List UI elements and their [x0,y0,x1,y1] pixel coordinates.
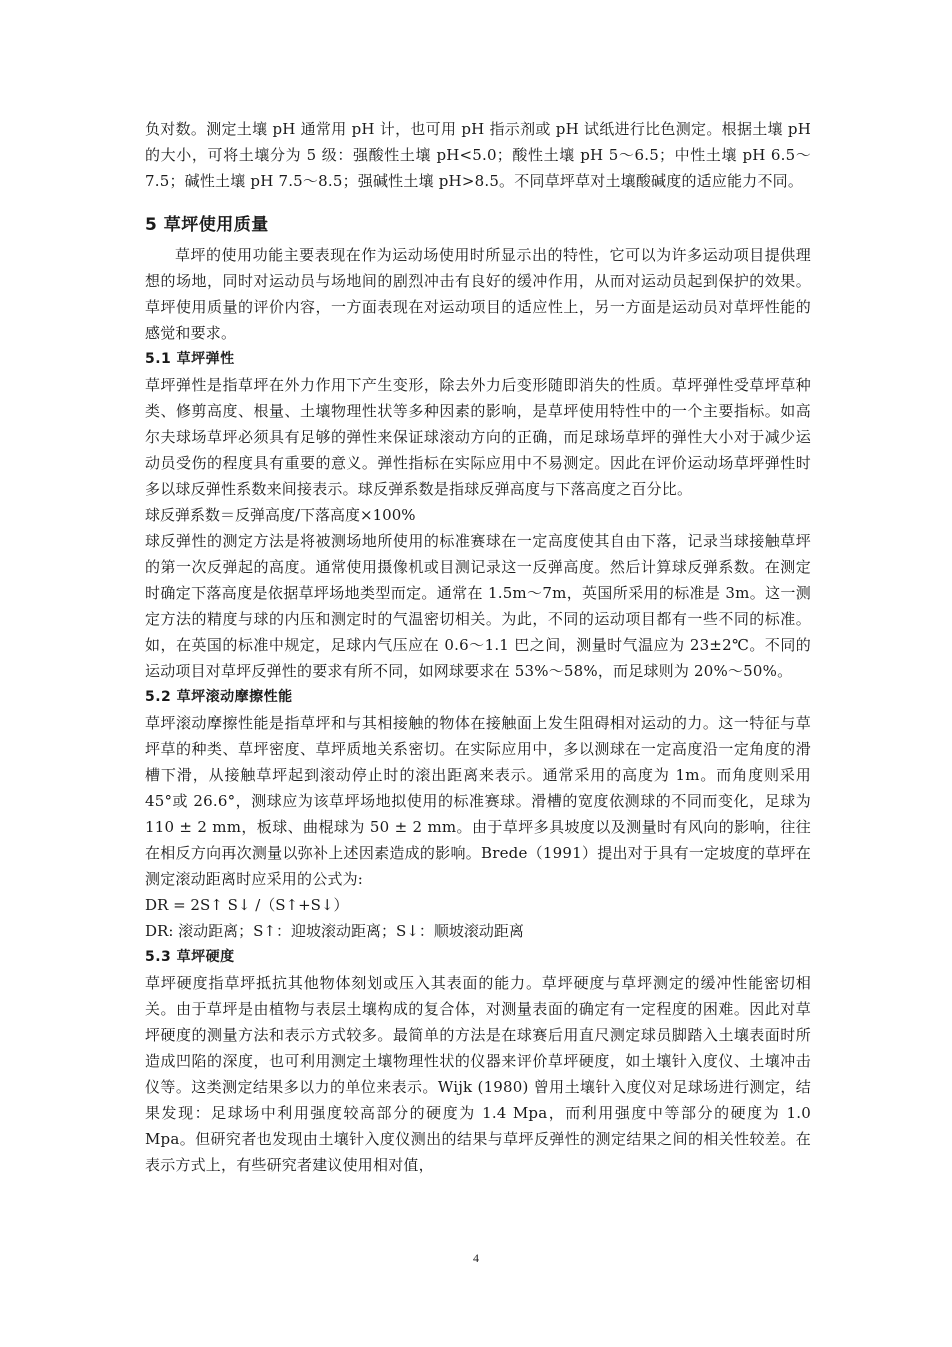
section-5-1-title: 5.1 草坪弹性 [145,351,235,367]
section-5-2-title: 5.2 草坪滚动摩擦性能 [145,689,293,705]
rolling-distance-formula: DR = 2S↑ S↓ /（S↑+S↓） [145,896,349,914]
rebound-formula: 球反弹系数＝反弹高度/下落高度×100% [145,506,416,524]
section-5-1-paragraph-2: 球反弹性的测定方法是将被测场地所使用的标准赛球在一定高度使其自由下落，记录当球接触草坪的第一次反弹起的高度。通常使用摄像机或目测记录这一反弹高度。然后计算球反弹系数。在测定时确定下落高度是依据草坪场地类型而定。通常在 1.5m～7m，英国所采用的标准是 3m。这一测定方法的精度与球的内压和测定时的气温密切相关。为此，不同的运动项目都有一些不同的标准。如，在英国的标准中规定，足球内气压应在 0.6～1.1 巴之间，测量时气温应为 23±2℃。不同的运动项目对草坪反弹性的要求有所不同，如网球要求在 53%～58%，而足球则为 20%～50%。 [145,532,811,680]
page-number: 4 [473,1251,479,1265]
section-5-title: 5 草坪使用质量 [145,215,269,235]
section-5-3-paragraph-1: 草坪硬度指草坪抵抗其他物体刻划或压入其表面的能力。草坪硬度与草坪测定的缓冲性能密切相关。由于草坪是由植物与表层土壤构成的复合体，对测量表面的确定有一定程度的困难。因此对草坪硬度的测量方法和表示方式较多。最简单的方法是在球赛后用直尺测定球员脚踏入土壤表面时所造成凹陷的深度，也可利用测定土壤物理性状的仪器来评价草坪硬度，如土壤针入度仪、土壤冲击仪等。这类测定结果多以力的单位来表示。Wijk (1980) 曾用土壤针入度仪对足球场进行测定，结果发现：足球场中利用强度较高部分的硬度为 1.4 Mpa，而利用强度中等部分的硬度为 1.0 Mpa。但研究者也发现由土壤针入度仪测出的结果与草坪反弹性的测定结果之间的相关性较差。在表示方式上，有些研究者建议使用相对值， [145,974,811,1174]
section-5-3-title: 5.3 草坪硬度 [145,949,235,965]
formula-legend: DR: 滚动距离；S↑：迎坡滚动距离；S↓：顺坡滚动距离 [145,922,524,940]
section-5-2-paragraph-1: 草坪滚动摩擦性能是指草坪和与其相接触的物体在接触面上发生阻碍相对运动的力。这一特征与草坪草的种类、草坪密度、草坪质地关系密切。在实际应用中，多以测球在一定高度沿一定角度的滑槽下滑，从接触草坪起到滚动停止时的滚出距离来表示。通常采用的高度为 1m。而角度则采用 45°或 26.6°，测球应为该草坪场地拟使用的标准赛球。滑槽的宽度依测球的不同而变化，足球为 110 ± 2 mm，板球、曲棍球为 50 ± 2 mm。由于草坪多具坡度以及测量时有风向的影响，往往在相反方向再次测量以弥补上述因素造成的影响。Brede（1991）提出对于具有一定坡度的草坪在测定滚动距离时应采用的公式为: [145,714,811,888]
section-5-1-paragraph-1: 草坪弹性是指草坪在外力作用下产生变形，除去外力后变形随即消失的性质。草坪弹性受草坪草种类、修剪高度、根量、土壤物理性状等多种因素的影响，是草坪使用特性中的一个主要指标。如高尔夫球场草坪必须具有足够的弹性来保证球滚动方向的正确，而足球场草坪的弹性大小对于减少运动员受伤的程度具有重要的意义。弹性指标在实际应用中不易测定。因此在评价运动场草坪弹性时多以球反弹性系数来间接表示。球反弹系数是指球反弹高度与下落高度之百分比。 [145,376,811,498]
intro-paragraph: 负对数。测定土壤 pH 通常用 pH 计，也可用 pH 指示剂或 pH 试纸进行比色测定。根据土壤 pH 的大小，可将土壤分为 5 级：强酸性土壤 pH<5.0；酸性土壤 pH 5～6.5；中性土壤 pH 6.5～7.5；碱性土壤 pH 7.5～8.5；强碱性土壤 pH>8.5。不同草坪草对土壤酸碱度的适应能力不同。 [145,120,811,190]
section-5-intro: 草坪的使用功能主要表现在作为运动场使用时所显示出的特性，它可以为许多运动项目提供理想的场地，同时对运动员与场地间的剧烈冲击有良好的缓冲作用，从而对运动员起到保护的效果。草坪使用质量的评价内容，一方面表现在对运动项目的适应性上，另一方面是运动员对草坪性能的感觉和要求。 [145,246,811,342]
document-page [145,116,811,1178]
